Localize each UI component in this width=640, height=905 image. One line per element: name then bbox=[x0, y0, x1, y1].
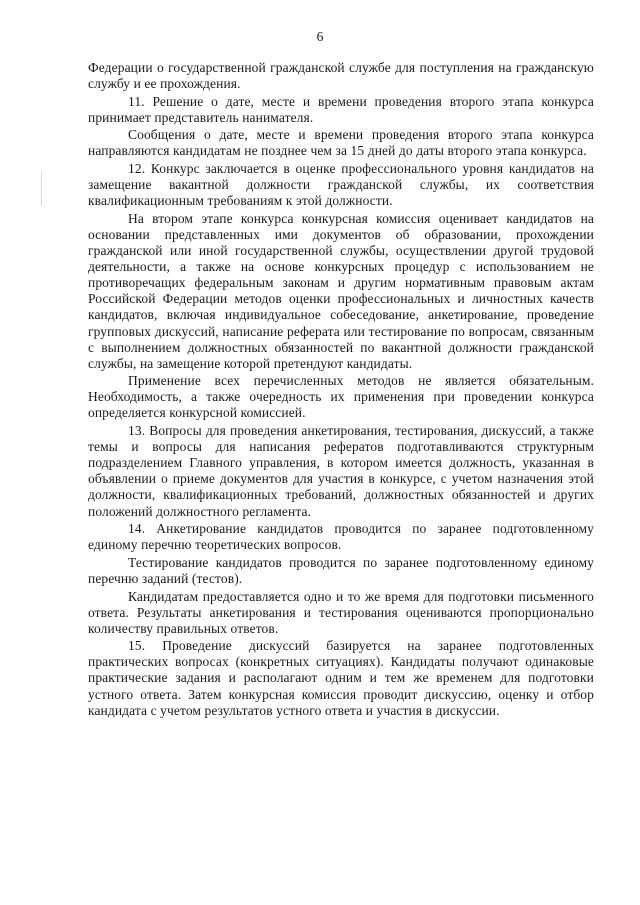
scan-margin-mark bbox=[41, 172, 42, 206]
paragraph-item-12: 12. Конкурс заключается в оценке профессионального уровня кандидатов на замещение вакантной должности гражданской службы, их соответствия квалификационным требованиям к этой должности. bbox=[88, 161, 594, 209]
paragraph-item-14: 14. Анкетирование кандидатов проводится по заранее подготовленному единому перечню теоретических вопросов. bbox=[88, 521, 594, 553]
paragraph-second-stage: На втором этапе конкурса конкурсная комиссия оценивает кандидатов на основании представленных ими документов об образовании, прохождении гражданской или иной государственной службы, осуществлении другой трудовой деятельности, а также на основе конкурсных процедур с использованием не противоречащих федеральным законам и другим нормативным правовым актам Российской Федерации методов оценки профессиональных и личностных качеств кандидатов, включая индивидуальное собеседование, анкетирование, проведение групповых дискуссий, написание реферата или тестирование по вопросам, связанным с выполнением должностных обязанностей по вакантной должности гражданской службы, на замещение которой претендуют кандидаты. bbox=[88, 210, 594, 371]
paragraph-item-11: 11. Решение о дате, месте и времени проведения второго этапа конкурса принимает представитель нанимателя. bbox=[88, 93, 594, 125]
paragraph-continuation: Федерации о государственной гражданской службе для поступления на гражданскую службу и ее прохождения. bbox=[88, 60, 594, 92]
paragraph-time: Кандидатам предоставляется одно и то же время для подготовки письменного ответа. Результаты анкетирования и тестирования оцениваются пропорционально количеству правильных ответов. bbox=[88, 588, 594, 636]
paragraph-item-13: 13. Вопросы для проведения анкетирования, тестирования, дискуссий, а также темы и вопросы для написания рефератов подготавливаются структурным подразделением Главного управления, в котором имеется должность, указанная в объявлении о приеме документов для участия в конкурсе, с учетом назначения этой должности, квалификационных требований, должностных обязанностей и других положений должностного регламента. bbox=[88, 423, 594, 519]
paragraph-testing: Тестирование кандидатов проводится по заранее подготовленному единому перечню заданий (тестов). bbox=[88, 554, 594, 586]
page-number: 6 bbox=[316, 29, 324, 44]
document-body bbox=[88, 60, 594, 720]
paragraph-notification: Сообщения о дате, месте и времени проведения второго этапа конкурса направляются кандидатам не позднее чем за 15 дней до даты второго этапа конкурса. bbox=[88, 127, 594, 159]
paragraph-item-15: 15. Проведение дискуссий базируется на заранее подготовленных практических вопросах (конкретных ситуациях). Кандидаты получают одинаковые практические задания и располагают одним и тем же временем для подготовки устного ответа. Затем конкурсная комиссия проводит дискуссию, оценку и отбор кандидата с учетом результатов устного ответа и участия в дискуссии. bbox=[88, 638, 594, 718]
paragraph-methods: Применение всех перечисленных методов не является обязательным. Необходимость, а также очередность их применения при проведении конкурса определяется конкурсной комиссией. bbox=[88, 373, 594, 421]
